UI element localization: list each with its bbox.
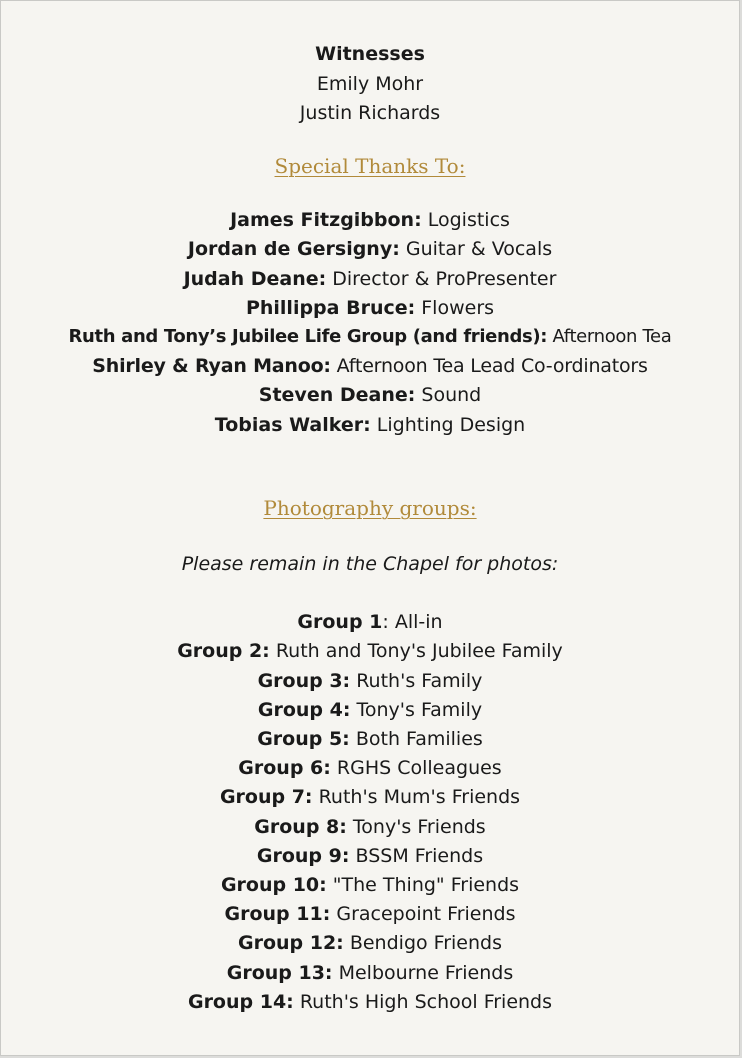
- group-name: Group 4:: [257, 699, 351, 721]
- thanks-role: Guitar & Vocals: [399, 238, 553, 260]
- photo-group: [1, 610, 739, 634]
- group-desc: Both Families: [349, 728, 483, 750]
- thanks-name: Phillippa Bruce:: [245, 297, 416, 319]
- photo-group: [1, 756, 739, 780]
- witness-name: Emily Mohr: [316, 73, 424, 95]
- photo-group: [1, 990, 739, 1014]
- group-desc: RGHS Colleagues: [330, 757, 502, 779]
- thanks-role: Afternoon Tea: [547, 326, 672, 347]
- photo-group: [1, 698, 739, 722]
- group-name: Group 7:: [219, 786, 313, 808]
- group-desc: Ruth's High School Friends: [293, 991, 553, 1013]
- thanks-name: Shirley & Ryan Manoo:: [92, 355, 331, 377]
- group-desc: Ruth and Tony's Jubilee Family: [269, 640, 563, 662]
- group-name: Group 9:: [256, 845, 350, 867]
- thanks-item: [1, 325, 739, 349]
- photo-group: [1, 815, 739, 839]
- photo-group: [1, 727, 739, 751]
- group-desc: Ruth's Family: [350, 670, 483, 692]
- thanks-role: Logistics: [421, 209, 510, 231]
- thanks-name: Steven Deane:: [258, 384, 416, 406]
- group-name: Group 13:: [226, 962, 333, 984]
- group-desc: Gracepoint Friends: [330, 903, 516, 925]
- thanks-name: Judah Deane:: [183, 268, 327, 290]
- group-name: Group 6:: [238, 757, 331, 779]
- thanks-role: Flowers: [415, 297, 495, 319]
- thanks-role: Lighting Design: [370, 414, 526, 436]
- photo-group: [1, 785, 739, 809]
- group-name: Group 3:: [257, 670, 351, 692]
- thanks-item: [1, 354, 739, 378]
- group-name: Group 11:: [224, 903, 331, 925]
- thanks-item: [1, 267, 739, 291]
- thanks-role: Afternoon Tea Lead Co-ordinators: [330, 355, 648, 377]
- photo-group: [1, 844, 739, 868]
- photography-heading: Photography groups:: [263, 496, 477, 520]
- photo-group: [1, 669, 739, 693]
- thanks-item: [1, 296, 739, 320]
- photo-group: [1, 931, 739, 955]
- group-name: Group 8:: [254, 816, 347, 838]
- photo-group: [1, 961, 739, 985]
- group-desc: BSSM Friends: [349, 845, 484, 867]
- group-name: Group 10:: [220, 874, 327, 896]
- thanks-name: Tobias Walker:: [214, 414, 371, 436]
- photo-group: [1, 902, 739, 926]
- group-desc: Ruth's Mum's Friends: [312, 786, 521, 808]
- group-name: Group 2:: [177, 640, 270, 662]
- thanks-name: Jordan de Gersigny:: [187, 238, 400, 260]
- thanks-item: [1, 383, 739, 407]
- group-desc: Tony's Family: [350, 699, 483, 721]
- group-desc: Tony's Friends: [346, 816, 486, 838]
- thanks-item: [1, 237, 739, 261]
- photography-intro: Please remain in the Chapel for photos:: [181, 553, 559, 575]
- thanks-role: Director & ProPresenter: [326, 268, 557, 290]
- group-name: Group 14:: [187, 991, 294, 1013]
- group-name: Group 12:: [237, 932, 344, 954]
- witness-name: Justin Richards: [299, 102, 441, 124]
- photo-group: [1, 873, 739, 897]
- special-thanks-heading: Special Thanks To:: [274, 154, 466, 178]
- thanks-name: James Fitzgibbon:: [230, 209, 422, 231]
- thanks-name: Ruth and Tony’s Jubilee Life Group (and friends):: [68, 326, 548, 347]
- group-desc: Melbourne Friends: [332, 962, 514, 984]
- group-desc: Bendigo Friends: [343, 932, 502, 954]
- thanks-item: [1, 413, 739, 437]
- photo-group: [1, 639, 739, 663]
- group-desc: "The Thing" Friends: [326, 874, 520, 896]
- group-name: Group 5:: [257, 728, 350, 750]
- thanks-item: [1, 208, 739, 232]
- witnesses-heading: Witnesses: [315, 43, 425, 65]
- group-name: Group 1: [297, 611, 383, 633]
- group-desc: : All-in: [382, 611, 443, 633]
- thanks-role: Sound: [415, 384, 482, 406]
